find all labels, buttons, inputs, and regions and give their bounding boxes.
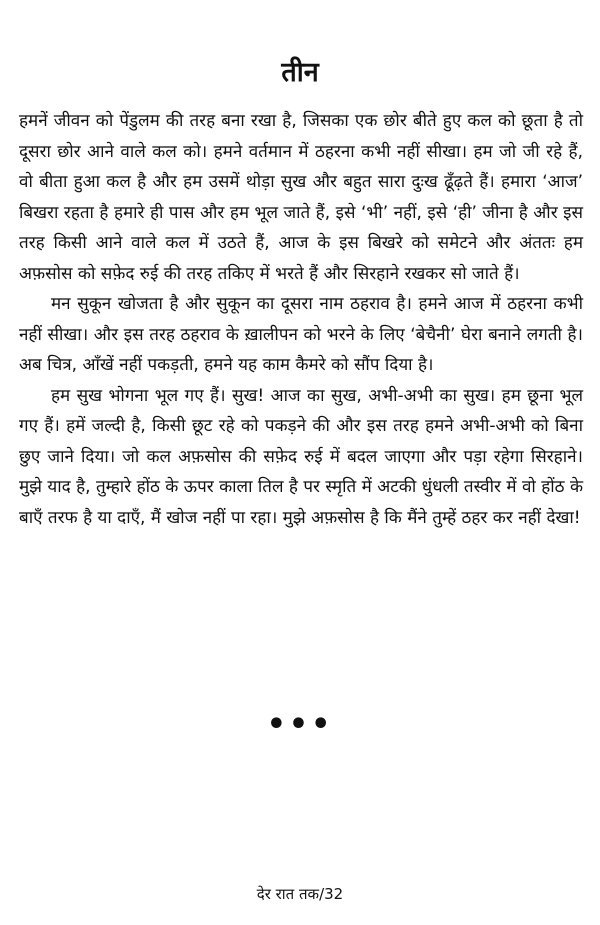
- section-break-dots: •••: [266, 707, 334, 742]
- chapter-body: [19, 106, 583, 533]
- footer-separator: /: [319, 885, 325, 903]
- paragraph-1: हमनें जीवन को पेंडुलम की तरह बना रखा है, जिसका एक छोर बीते हुए कल को छूता है तो दूसरा छोर आने वाले कल को। हमने वर्तमान में ठहरना कभी नहीं सीखा। हम जो जी रहे हैं, वो बीता हुआ कल है और हम उसमें थोड़ा सुख और बहुत सारा दुःख ढूँढ़ते हैं। हमारा ‘आज’ बिखरा रहता है हमारे ही पास और हम भूल जाते हैं, इसे ‘भी’ नहीं, इसे ‘ही’ जीना है और इस तरह किसी आने वाले कल में उठते हैं, आज के इस बिखरे को समेटने और अंततः हम अफ़सोस को सफ़ेद रुई की तरह तकिए में भरते हैं और सिरहाने रखकर सो जाते हैं।: [19, 111, 583, 284]
- page-footer: [0, 884, 600, 904]
- page-number: 32: [324, 885, 344, 903]
- paragraph-2: मन सुकून खोजता है और सुकून का दूसरा नाम ठहराव है। हमने आज में ठहरना कभी नहीं सीखा। और इस तरह ठहराव के ख़ालीपन को भरने के लिए ‘बेचैनी’ घेरा बनाने लगती है। अब चित्र, आँखें नहीं पकड़ती, हमने यह काम कैमरे को सौंप दिया है।: [19, 294, 583, 375]
- running-title: देर रात तक: [256, 885, 320, 903]
- paragraph-3: हम सुख भोगना भूल गए हैं। सुख! आज का सुख, अभी-अभी का सुख। हम छूना भूल गए हैं। हमें जल्दी है, किसी छूट रहे को पकड़ने की और इस तरह हमने अभी-अभी को बिना छुए जाने दिया। जो कल अफ़सोस की सफ़ेद रुई में बदल जाएगा और पड़ा रहेगा सिरहाने। मुझे याद है, तुम्हारे होंठ के ऊपर काला तिल है पर स्मृति में अटकी धुंधली तस्वीर में वो होंठ के बाएँ तरफ है या दाएँ, मैं खोज नहीं पा रहा। मुझे अफ़सोस है कि मैंने तुम्हें ठहर कर नहीं देखा!: [19, 385, 583, 528]
- chapter-title: तीन: [281, 57, 319, 89]
